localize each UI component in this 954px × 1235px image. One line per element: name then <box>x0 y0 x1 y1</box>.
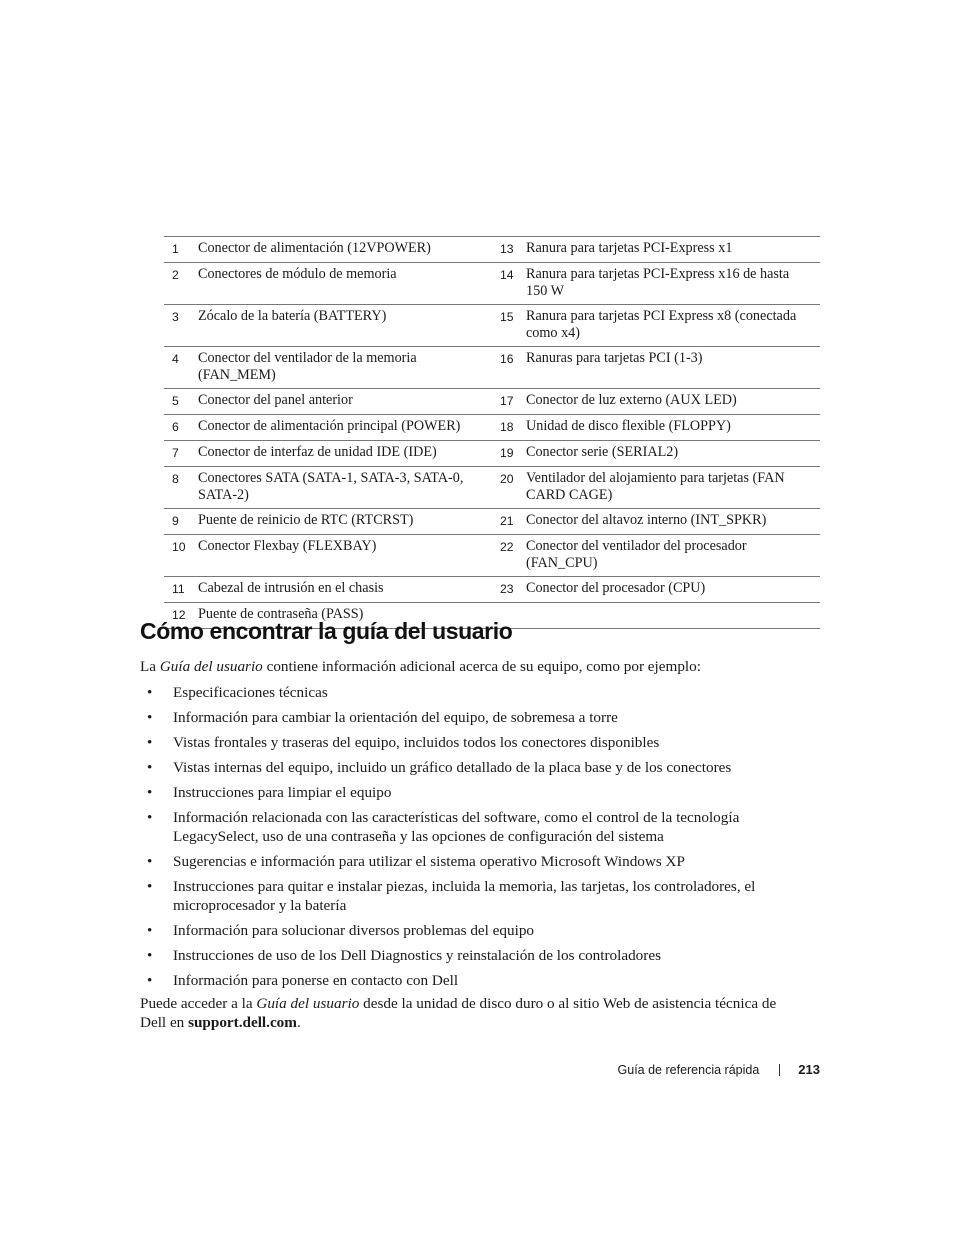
bullet-item <box>140 708 780 727</box>
bullet-text: Sugerencias e información para utilizar el sistema operativo Microsoft Windows XP <box>173 853 685 870</box>
bullet-item <box>140 971 780 990</box>
legend-number: 7 <box>164 441 198 467</box>
legend-description: Conector del procesador (CPU) <box>526 577 820 603</box>
bullet-text: Información para solucionar diversos problemas del equipo <box>173 922 535 939</box>
legend-description: Puente de reinicio de RTC (RTCRST) <box>198 509 492 535</box>
legend-row <box>164 263 820 305</box>
bullet-item <box>140 921 780 940</box>
legend-description: Conector del ventilador de la memoria (FAN_MEM) <box>198 347 492 389</box>
legend-row <box>164 467 820 509</box>
legend-description: Conector del panel anterior <box>198 389 492 415</box>
bullet-text: Instrucciones para limpiar el equipo <box>173 784 392 801</box>
legend-number: 10 <box>164 535 198 577</box>
legend-number: 1 <box>164 237 198 263</box>
bullet-text: Vistas internas del equipo, incluido un gráfico detallado de la placa base y de los conectores <box>173 759 732 776</box>
legend-description: Conector del ventilador del procesador (FAN_CPU) <box>526 535 820 577</box>
legend-number: 11 <box>164 577 198 603</box>
legend-row <box>164 577 820 603</box>
closing-middle: desde la unidad de disco duro o al sitio Web de asistencia técnica de Dell en <box>140 995 777 1031</box>
legend-number: 6 <box>164 415 198 441</box>
bullet-item <box>140 852 780 871</box>
legend-number: 23 <box>492 577 526 603</box>
bullet-dot-icon: • <box>147 809 153 826</box>
legend-description: Conector de alimentación (12VPOWER) <box>198 237 492 263</box>
legend-description: Zócalo de la batería (BATTERY) <box>198 305 492 347</box>
component-legend-table <box>164 236 820 629</box>
legend-description: Cabezal de intrusión en el chasis <box>198 577 492 603</box>
bullet-dot-icon: • <box>147 878 153 895</box>
legend-number: 20 <box>492 467 526 509</box>
bullet-item <box>140 946 780 965</box>
section-heading: Cómo encontrar la guía del usuario <box>140 618 513 644</box>
legend-number: 13 <box>492 237 526 263</box>
feature-bullet-list <box>140 683 780 996</box>
legend-description: Conector Flexbay (FLEXBAY) <box>198 535 492 577</box>
closing-end: . <box>296 1014 301 1031</box>
intro-suffix: contiene información adicional acerca de su equipo, como por ejemplo: <box>262 658 701 675</box>
bullet-item <box>140 733 780 752</box>
legend-number: 17 <box>492 389 526 415</box>
legend-number: 14 <box>492 263 526 305</box>
legend-number: 8 <box>164 467 198 509</box>
legend-description: Ranura para tarjetas PCI-Express x16 de hasta 150 W <box>526 263 820 305</box>
bullet-text: Información relacionada con las características del software, como el control de la tecnología LegacySelect, uso de una contraseña y las opciones de configuración del sistema <box>173 809 740 845</box>
legend-description: Conector de alimentación principal (POWER) <box>198 415 492 441</box>
legend-number: 5 <box>164 389 198 415</box>
bullet-dot-icon: • <box>147 684 153 701</box>
bullet-item <box>140 683 780 702</box>
legend-number: 4 <box>164 347 198 389</box>
legend-description: Puente de contraseña (PASS) <box>198 603 492 629</box>
legend-description: Conector serie (SERIAL2) <box>526 441 820 467</box>
legend-table-body <box>164 237 820 629</box>
legend-number: 18 <box>492 415 526 441</box>
legend-number: 19 <box>492 441 526 467</box>
legend-number: 22 <box>492 535 526 577</box>
bullet-dot-icon: • <box>147 759 153 776</box>
legend-number: 21 <box>492 509 526 535</box>
legend-description: Conector de interfaz de unidad IDE (IDE) <box>198 441 492 467</box>
bullet-text: Información para cambiar la orientación del equipo, de sobremesa a torre <box>173 709 618 726</box>
legend-number: 15 <box>492 305 526 347</box>
intro-prefix: La <box>140 658 160 675</box>
legend-number: 2 <box>164 263 198 305</box>
legend-number: 16 <box>492 347 526 389</box>
legend-row <box>164 347 820 389</box>
bullet-dot-icon: • <box>147 972 153 989</box>
bullet-text: Información para ponerse en contacto con Dell <box>173 972 459 989</box>
legend-row <box>164 415 820 441</box>
legend-description: Ventilador del alojamiento para tarjetas (FAN CARD CAGE) <box>526 467 820 509</box>
bullet-dot-icon: • <box>147 709 153 726</box>
legend-row <box>164 509 820 535</box>
closing-guide-title: Guía del usuario <box>256 995 360 1012</box>
legend-description: Conector de luz externo (AUX LED) <box>526 389 820 415</box>
intro-guide-title: Guía del usuario <box>159 658 263 675</box>
legend-description: Ranuras para tarjetas PCI (1-3) <box>526 347 820 389</box>
legend-number: 3 <box>164 305 198 347</box>
intro-paragraph <box>140 657 780 676</box>
legend-number: 9 <box>164 509 198 535</box>
bullet-text: Especificaciones técnicas <box>173 684 328 701</box>
footer-separator <box>779 1064 780 1076</box>
legend-description: Conectores SATA (SATA-1, SATA-3, SATA-0, SATA-2) <box>198 467 492 509</box>
bullet-item <box>140 808 780 846</box>
legend-description: Ranura para tarjetas PCI-Express x1 <box>526 237 820 263</box>
legend-number: 12 <box>164 603 198 629</box>
footer-title: Guía de referencia rápida <box>617 1062 760 1077</box>
legend-row <box>164 535 820 577</box>
bullet-dot-icon: • <box>147 922 153 939</box>
bullet-dot-icon: • <box>147 734 153 751</box>
bullet-item <box>140 783 780 802</box>
bullet-item <box>140 758 780 777</box>
legend-row <box>164 237 820 263</box>
bullet-dot-icon: • <box>147 853 153 870</box>
closing-paragraph <box>140 994 780 1032</box>
bullet-text: Instrucciones de uso de los Dell Diagnostics y reinstalación de los controladores <box>173 947 661 964</box>
legend-row <box>164 305 820 347</box>
legend-description <box>526 603 820 629</box>
legend-description: Unidad de disco flexible (FLOPPY) <box>526 415 820 441</box>
legend-row <box>164 389 820 415</box>
page-footer <box>618 1062 820 1077</box>
bullet-dot-icon: • <box>147 784 153 801</box>
legend-description: Ranura para tarjetas PCI Express x8 (conectada como x4) <box>526 305 820 347</box>
support-link[interactable]: support.dell.com <box>188 1014 297 1031</box>
bullet-text: Instrucciones para quitar e instalar piezas, incluida la memoria, las tarjetas, los controladores, el microprocesador y la batería <box>173 878 756 914</box>
bullet-dot-icon: • <box>147 947 153 964</box>
legend-description: Conectores de módulo de memoria <box>198 263 492 305</box>
page-number: 213 <box>798 1062 820 1077</box>
bullet-item <box>140 877 780 915</box>
closing-prefix: Puede acceder a la <box>140 995 257 1012</box>
legend-description: Conector del altavoz interno (INT_SPKR) <box>526 509 820 535</box>
legend-row <box>164 441 820 467</box>
bullet-text: Vistas frontales y traseras del equipo, incluidos todos los conectores disponibles <box>173 734 660 751</box>
